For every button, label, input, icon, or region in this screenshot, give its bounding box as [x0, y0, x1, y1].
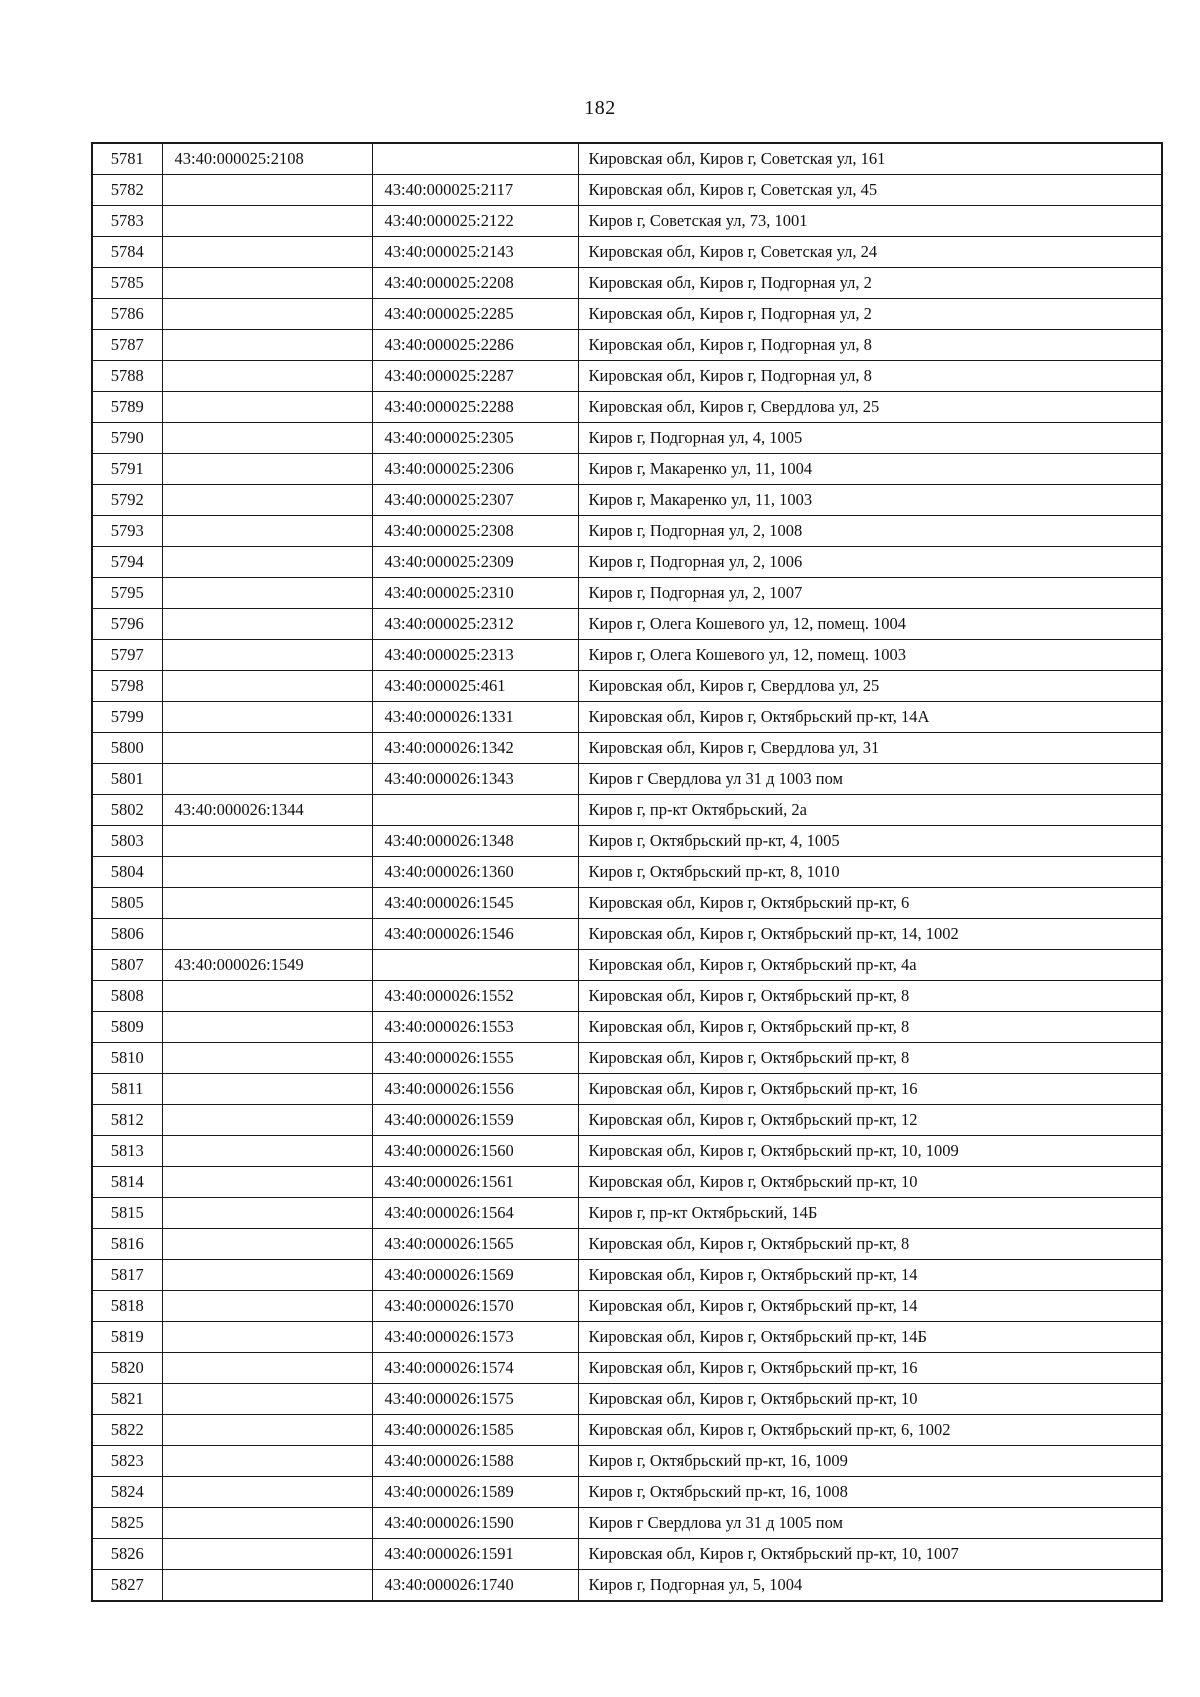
row-number-cell: 5807 [92, 950, 162, 981]
object-cadastral-number-cell: 43:40:000025:2306 [372, 454, 578, 485]
row-number-cell: 5789 [92, 392, 162, 423]
address-cell: Киров г, Олега Кошевого ул, 12, помещ. 1003 [578, 640, 1162, 671]
row-number-cell: 5817 [92, 1260, 162, 1291]
land-parcel-number-cell [162, 1570, 372, 1602]
row-number-cell: 5825 [92, 1508, 162, 1539]
table-row [92, 1012, 1162, 1043]
table-row [92, 1322, 1162, 1353]
object-cadastral-number-cell: 43:40:000026:1343 [372, 764, 578, 795]
address-cell: Кировская обл, Киров г, Октябрьский пр-кт, 6, 1002 [578, 1415, 1162, 1446]
address-cell: Киров г, Подгорная ул, 2, 1008 [578, 516, 1162, 547]
object-cadastral-number-cell: 43:40:000026:1331 [372, 702, 578, 733]
object-cadastral-number-cell: 43:40:000026:1545 [372, 888, 578, 919]
row-number-cell: 5816 [92, 1229, 162, 1260]
row-number-cell: 5806 [92, 919, 162, 950]
table-row [92, 237, 1162, 268]
table-row [92, 702, 1162, 733]
object-cadastral-number-cell: 43:40:000026:1552 [372, 981, 578, 1012]
address-cell: Киров г, Подгорная ул, 2, 1007 [578, 578, 1162, 609]
land-parcel-number-cell [162, 1508, 372, 1539]
land-parcel-number-cell [162, 1384, 372, 1415]
object-cadastral-number-cell: 43:40:000026:1555 [372, 1043, 578, 1074]
address-cell: Киров г, Октябрьский пр-кт, 8, 1010 [578, 857, 1162, 888]
object-cadastral-number-cell: 43:40:000026:1546 [372, 919, 578, 950]
land-parcel-number-cell [162, 1539, 372, 1570]
table-row [92, 1291, 1162, 1322]
land-parcel-number-cell [162, 981, 372, 1012]
land-parcel-number-cell [162, 175, 372, 206]
table-row [92, 764, 1162, 795]
object-cadastral-number-cell: 43:40:000025:2285 [372, 299, 578, 330]
address-cell: Кировская обл, Киров г, Октябрьский пр-кт, 4а [578, 950, 1162, 981]
address-cell: Кировская обл, Киров г, Октябрьский пр-кт, 14, 1002 [578, 919, 1162, 950]
address-cell: Кировская обл, Киров г, Свердлова ул, 25 [578, 392, 1162, 423]
land-parcel-number-cell [162, 640, 372, 671]
row-number-cell: 5792 [92, 485, 162, 516]
row-number-cell: 5812 [92, 1105, 162, 1136]
row-number-cell: 5797 [92, 640, 162, 671]
row-number-cell: 5795 [92, 578, 162, 609]
table-row [92, 1415, 1162, 1446]
table-row [92, 1539, 1162, 1570]
row-number-cell: 5786 [92, 299, 162, 330]
address-cell: Кировская обл, Киров г, Октябрьский пр-кт, 8 [578, 981, 1162, 1012]
object-cadastral-number-cell: 43:40:000026:1348 [372, 826, 578, 857]
land-parcel-number-cell: 43:40:000026:1344 [162, 795, 372, 826]
object-cadastral-number-cell [372, 950, 578, 981]
row-number-cell: 5821 [92, 1384, 162, 1415]
address-cell: Киров г, Олега Кошевого ул, 12, помещ. 1004 [578, 609, 1162, 640]
object-cadastral-number-cell: 43:40:000025:2122 [372, 206, 578, 237]
table-row [92, 1167, 1162, 1198]
row-number-cell: 5800 [92, 733, 162, 764]
land-parcel-number-cell [162, 578, 372, 609]
land-parcel-number-cell [162, 1229, 372, 1260]
table-row [92, 1074, 1162, 1105]
address-cell: Кировская обл, Киров г, Октябрьский пр-кт, 10, 1007 [578, 1539, 1162, 1570]
object-cadastral-number-cell [372, 143, 578, 175]
object-cadastral-number-cell: 43:40:000025:2307 [372, 485, 578, 516]
land-parcel-number-cell [162, 1136, 372, 1167]
row-number-cell: 5827 [92, 1570, 162, 1602]
object-cadastral-number-cell: 43:40:000026:1573 [372, 1322, 578, 1353]
table-row [92, 423, 1162, 454]
address-cell: Кировская обл, Киров г, Октябрьский пр-кт, 10 [578, 1384, 1162, 1415]
table-row [92, 1136, 1162, 1167]
address-cell: Кировская обл, Киров г, Октябрьский пр-кт, 10 [578, 1167, 1162, 1198]
row-number-cell: 5793 [92, 516, 162, 547]
row-number-cell: 5783 [92, 206, 162, 237]
object-cadastral-number-cell: 43:40:000025:2308 [372, 516, 578, 547]
row-number-cell: 5794 [92, 547, 162, 578]
object-cadastral-number-cell: 43:40:000026:1342 [372, 733, 578, 764]
object-cadastral-number-cell: 43:40:000026:1556 [372, 1074, 578, 1105]
address-cell: Кировская обл, Киров г, Свердлова ул, 25 [578, 671, 1162, 702]
row-number-cell: 5824 [92, 1477, 162, 1508]
address-cell: Кировская обл, Киров г, Советская ул, 45 [578, 175, 1162, 206]
object-cadastral-number-cell: 43:40:000025:2143 [372, 237, 578, 268]
land-parcel-number-cell [162, 361, 372, 392]
row-number-cell: 5808 [92, 981, 162, 1012]
land-parcel-number-cell [162, 1353, 372, 1384]
object-cadastral-number-cell: 43:40:000025:461 [372, 671, 578, 702]
address-cell: Кировская обл, Киров г, Октябрьский пр-кт, 8 [578, 1012, 1162, 1043]
table-row [92, 547, 1162, 578]
land-parcel-number-cell [162, 516, 372, 547]
land-parcel-number-cell [162, 1012, 372, 1043]
object-cadastral-number-cell: 43:40:000026:1561 [372, 1167, 578, 1198]
address-cell: Киров г Свердлова ул 31 д 1003 пом [578, 764, 1162, 795]
address-cell: Киров г, Советская ул, 73, 1001 [578, 206, 1162, 237]
table-row [92, 826, 1162, 857]
land-parcel-number-cell [162, 1074, 372, 1105]
table-row [92, 516, 1162, 547]
table-row [92, 1508, 1162, 1539]
page-number: 182 [584, 97, 616, 119]
table-row [92, 454, 1162, 485]
object-cadastral-number-cell: 43:40:000026:1590 [372, 1508, 578, 1539]
table-row [92, 1384, 1162, 1415]
land-parcel-number-cell [162, 702, 372, 733]
address-cell: Кировская обл, Киров г, Свердлова ул, 31 [578, 733, 1162, 764]
address-cell: Кировская обл, Киров г, Октябрьский пр-кт, 14 [578, 1291, 1162, 1322]
table-row [92, 578, 1162, 609]
land-parcel-number-cell [162, 1167, 372, 1198]
land-parcel-number-cell [162, 1322, 372, 1353]
table-row [92, 206, 1162, 237]
land-parcel-number-cell [162, 330, 372, 361]
table-row [92, 361, 1162, 392]
row-number-cell: 5811 [92, 1074, 162, 1105]
address-cell: Кировская обл, Киров г, Октябрьский пр-кт, 14А [578, 702, 1162, 733]
table-row [92, 330, 1162, 361]
row-number-cell: 5805 [92, 888, 162, 919]
address-cell: Киров г, Октябрьский пр-кт, 4, 1005 [578, 826, 1162, 857]
land-parcel-number-cell [162, 1260, 372, 1291]
land-parcel-number-cell [162, 268, 372, 299]
address-cell: Киров г Свердлова ул 31 д 1005 пом [578, 1508, 1162, 1539]
row-number-cell: 5804 [92, 857, 162, 888]
object-cadastral-number-cell: 43:40:000026:1360 [372, 857, 578, 888]
object-cadastral-number-cell: 43:40:000026:1574 [372, 1353, 578, 1384]
row-number-cell: 5810 [92, 1043, 162, 1074]
table-row [92, 1260, 1162, 1291]
row-number-cell: 5796 [92, 609, 162, 640]
object-cadastral-number-cell: 43:40:000026:1588 [372, 1446, 578, 1477]
land-parcel-number-cell [162, 1477, 372, 1508]
address-cell: Киров г, Подгорная ул, 5, 1004 [578, 1570, 1162, 1602]
object-cadastral-number-cell: 43:40:000026:1553 [372, 1012, 578, 1043]
table-row [92, 1446, 1162, 1477]
table-row [92, 1105, 1162, 1136]
object-cadastral-number-cell: 43:40:000025:2305 [372, 423, 578, 454]
address-cell: Кировская обл, Киров г, Подгорная ул, 8 [578, 361, 1162, 392]
land-parcel-number-cell: 43:40:000026:1549 [162, 950, 372, 981]
row-number-cell: 5790 [92, 423, 162, 454]
object-cadastral-number-cell: 43:40:000025:2117 [372, 175, 578, 206]
registry-table [91, 142, 1163, 1602]
address-cell: Кировская обл, Киров г, Октябрьский пр-кт, 6 [578, 888, 1162, 919]
address-cell: Кировская обл, Киров г, Подгорная ул, 8 [578, 330, 1162, 361]
object-cadastral-number-cell: 43:40:000026:1570 [372, 1291, 578, 1322]
table-row [92, 795, 1162, 826]
table-row [92, 1353, 1162, 1384]
row-number-cell: 5820 [92, 1353, 162, 1384]
row-number-cell: 5801 [92, 764, 162, 795]
row-number-cell: 5788 [92, 361, 162, 392]
land-parcel-number-cell [162, 485, 372, 516]
land-parcel-number-cell [162, 454, 372, 485]
row-number-cell: 5822 [92, 1415, 162, 1446]
land-parcel-number-cell: 43:40:000025:2108 [162, 143, 372, 175]
table-row [92, 175, 1162, 206]
land-parcel-number-cell [162, 1291, 372, 1322]
row-number-cell: 5813 [92, 1136, 162, 1167]
object-cadastral-number-cell: 43:40:000026:1560 [372, 1136, 578, 1167]
land-parcel-number-cell [162, 671, 372, 702]
row-number-cell: 5799 [92, 702, 162, 733]
object-cadastral-number-cell: 43:40:000026:1740 [372, 1570, 578, 1602]
object-cadastral-number-cell: 43:40:000026:1589 [372, 1477, 578, 1508]
land-parcel-number-cell [162, 423, 372, 454]
land-parcel-number-cell [162, 1105, 372, 1136]
land-parcel-number-cell [162, 1198, 372, 1229]
address-cell: Киров г, пр-кт Октябрьский, 2а [578, 795, 1162, 826]
object-cadastral-number-cell: 43:40:000025:2313 [372, 640, 578, 671]
table-row [92, 299, 1162, 330]
address-cell: Киров г, Макаренко ул, 11, 1003 [578, 485, 1162, 516]
table-row [92, 143, 1162, 175]
land-parcel-number-cell [162, 299, 372, 330]
table-row [92, 392, 1162, 423]
object-cadastral-number-cell: 43:40:000026:1559 [372, 1105, 578, 1136]
table-row [92, 733, 1162, 764]
table-row [92, 888, 1162, 919]
land-parcel-number-cell [162, 392, 372, 423]
object-cadastral-number-cell: 43:40:000026:1565 [372, 1229, 578, 1260]
land-parcel-number-cell [162, 1415, 372, 1446]
registry-table-body [92, 143, 1162, 1601]
row-number-cell: 5791 [92, 454, 162, 485]
object-cadastral-number-cell: 43:40:000026:1591 [372, 1539, 578, 1570]
address-cell: Кировская обл, Киров г, Подгорная ул, 2 [578, 268, 1162, 299]
address-cell: Киров г, пр-кт Октябрьский, 14Б [578, 1198, 1162, 1229]
table-row [92, 1477, 1162, 1508]
row-number-cell: 5823 [92, 1446, 162, 1477]
land-parcel-number-cell [162, 919, 372, 950]
table-row [92, 671, 1162, 702]
table-row [92, 609, 1162, 640]
row-number-cell: 5787 [92, 330, 162, 361]
object-cadastral-number-cell: 43:40:000025:2286 [372, 330, 578, 361]
address-cell: Кировская обл, Киров г, Октябрьский пр-кт, 16 [578, 1074, 1162, 1105]
row-number-cell: 5814 [92, 1167, 162, 1198]
row-number-cell: 5798 [92, 671, 162, 702]
land-parcel-number-cell [162, 826, 372, 857]
table-row [92, 919, 1162, 950]
table-row [92, 981, 1162, 1012]
row-number-cell: 5781 [92, 143, 162, 175]
address-cell: Киров г, Макаренко ул, 11, 1004 [578, 454, 1162, 485]
table-row [92, 640, 1162, 671]
object-cadastral-number-cell: 43:40:000025:2310 [372, 578, 578, 609]
object-cadastral-number-cell: 43:40:000025:2287 [372, 361, 578, 392]
row-number-cell: 5819 [92, 1322, 162, 1353]
address-cell: Киров г, Подгорная ул, 4, 1005 [578, 423, 1162, 454]
table-row [92, 1198, 1162, 1229]
address-cell: Кировская обл, Киров г, Октябрьский пр-кт, 14 [578, 1260, 1162, 1291]
row-number-cell: 5785 [92, 268, 162, 299]
object-cadastral-number-cell: 43:40:000026:1564 [372, 1198, 578, 1229]
object-cadastral-number-cell: 43:40:000026:1585 [372, 1415, 578, 1446]
row-number-cell: 5818 [92, 1291, 162, 1322]
address-cell: Кировская обл, Киров г, Советская ул, 161 [578, 143, 1162, 175]
table-row [92, 268, 1162, 299]
address-cell: Кировская обл, Киров г, Октябрьский пр-кт, 10, 1009 [578, 1136, 1162, 1167]
table-row [92, 950, 1162, 981]
table-row [92, 1043, 1162, 1074]
address-cell: Кировская обл, Киров г, Советская ул, 24 [578, 237, 1162, 268]
row-number-cell: 5815 [92, 1198, 162, 1229]
object-cadastral-number-cell: 43:40:000026:1575 [372, 1384, 578, 1415]
land-parcel-number-cell [162, 764, 372, 795]
land-parcel-number-cell [162, 1446, 372, 1477]
row-number-cell: 5809 [92, 1012, 162, 1043]
object-cadastral-number-cell: 43:40:000025:2288 [372, 392, 578, 423]
row-number-cell: 5803 [92, 826, 162, 857]
address-cell: Киров г, Октябрьский пр-кт, 16, 1009 [578, 1446, 1162, 1477]
address-cell: Кировская обл, Киров г, Октябрьский пр-кт, 8 [578, 1043, 1162, 1074]
land-parcel-number-cell [162, 888, 372, 919]
address-cell: Кировская обл, Киров г, Октябрьский пр-кт, 8 [578, 1229, 1162, 1260]
address-cell: Киров г, Подгорная ул, 2, 1006 [578, 547, 1162, 578]
object-cadastral-number-cell: 43:40:000026:1569 [372, 1260, 578, 1291]
row-number-cell: 5802 [92, 795, 162, 826]
table-row [92, 857, 1162, 888]
land-parcel-number-cell [162, 1043, 372, 1074]
object-cadastral-number-cell: 43:40:000025:2309 [372, 547, 578, 578]
object-cadastral-number-cell [372, 795, 578, 826]
object-cadastral-number-cell: 43:40:000025:2312 [372, 609, 578, 640]
row-number-cell: 5784 [92, 237, 162, 268]
object-cadastral-number-cell: 43:40:000025:2208 [372, 268, 578, 299]
land-parcel-number-cell [162, 609, 372, 640]
row-number-cell: 5782 [92, 175, 162, 206]
address-cell: Кировская обл, Киров г, Октябрьский пр-кт, 16 [578, 1353, 1162, 1384]
address-cell: Кировская обл, Киров г, Октябрьский пр-кт, 12 [578, 1105, 1162, 1136]
land-parcel-number-cell [162, 733, 372, 764]
table-row [92, 485, 1162, 516]
land-parcel-number-cell [162, 857, 372, 888]
table-row [92, 1570, 1162, 1602]
land-parcel-number-cell [162, 206, 372, 237]
land-parcel-number-cell [162, 547, 372, 578]
row-number-cell: 5826 [92, 1539, 162, 1570]
table-row [92, 1229, 1162, 1260]
address-cell: Кировская обл, Киров г, Октябрьский пр-кт, 14Б [578, 1322, 1162, 1353]
address-cell: Кировская обл, Киров г, Подгорная ул, 2 [578, 299, 1162, 330]
land-parcel-number-cell [162, 237, 372, 268]
address-cell: Киров г, Октябрьский пр-кт, 16, 1008 [578, 1477, 1162, 1508]
